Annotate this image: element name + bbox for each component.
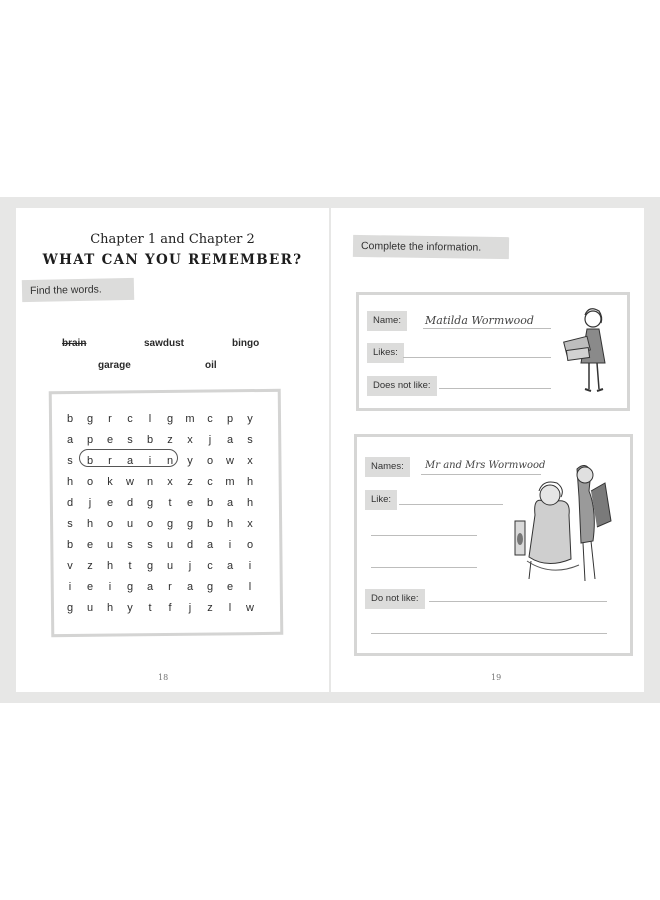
grid-letter[interactable]: j [208, 434, 212, 446]
left-page [16, 208, 329, 692]
grid-letter[interactable]: i [108, 581, 112, 593]
grid-row [60, 535, 260, 556]
grid-letter[interactable]: i [248, 560, 252, 572]
word-sawdust: sawdust [144, 338, 185, 349]
grid-letter[interactable]: z [87, 560, 93, 572]
grid-letter[interactable]: j [88, 497, 92, 509]
word-garage: garage [98, 360, 131, 371]
grid-letter[interactable]: u [166, 539, 174, 551]
grid-letter[interactable]: y [187, 455, 193, 467]
likes-field[interactable] [403, 357, 551, 358]
page-number: 19 [491, 673, 502, 682]
grid-letter[interactable]: s [147, 539, 153, 551]
grid-letter[interactable]: h [246, 497, 254, 509]
grid-letter[interactable]: e [106, 434, 114, 446]
word-oil: oil [205, 360, 217, 371]
grid-letter[interactable]: b [146, 434, 154, 446]
grid-letter[interactable]: o [206, 455, 214, 467]
grid-letter[interactable]: u [106, 539, 114, 551]
grid-letter[interactable]: w [246, 602, 254, 614]
grid-letter[interactable]: s [247, 434, 253, 446]
grid-letter[interactable]: j [188, 602, 192, 614]
name-line [423, 328, 551, 329]
grid-letter[interactable]: r [108, 413, 112, 425]
grid-letter[interactable]: o [86, 476, 94, 488]
dislike-label: Do not like: [365, 589, 425, 609]
grid-letter[interactable]: l [148, 413, 152, 425]
grid-letter[interactable]: a [146, 581, 154, 593]
grid-letter[interactable]: l [248, 581, 252, 593]
names-label: Names: [365, 457, 410, 477]
grid-letter[interactable]: w [226, 455, 234, 467]
page-number: 18 [158, 673, 169, 682]
right-page [331, 208, 644, 692]
grid-letter[interactable]: p [86, 434, 94, 446]
grid-letter[interactable]: h [66, 476, 74, 488]
grid-letter[interactable]: u [126, 518, 134, 530]
like-field-3[interactable] [371, 567, 477, 568]
grid-letter[interactable]: g [126, 581, 134, 593]
grid-letter[interactable]: s [67, 455, 73, 467]
grid-letter[interactable]: z [167, 434, 173, 446]
grid-letter[interactable]: r [108, 455, 112, 467]
grid-letter[interactable]: a [226, 497, 234, 509]
grid-letter[interactable]: c [207, 413, 213, 425]
grid-letter[interactable]: i [68, 581, 72, 593]
grid-letter[interactable]: z [207, 602, 213, 614]
grid-row [60, 556, 260, 577]
grid-row [60, 430, 260, 451]
grid-letter[interactable]: a [226, 560, 234, 572]
grid-letter[interactable]: t [128, 560, 132, 572]
instruction-find-words: Find the words. [22, 278, 134, 302]
grid-letter[interactable]: i [148, 455, 152, 467]
grid-letter[interactable]: s [127, 539, 133, 551]
matilda-illustration-icon [559, 303, 621, 403]
grid-letter[interactable]: i [228, 539, 232, 551]
grid-letter[interactable]: z [187, 476, 193, 488]
grid-letter[interactable]: d [66, 497, 74, 509]
page-heading: WHAT CAN YOU REMEMBER? [42, 252, 303, 268]
word-bingo: bingo [232, 338, 260, 349]
grid-letter[interactable]: t [168, 497, 172, 509]
grid-row [60, 514, 260, 535]
grid-letter[interactable]: g [86, 413, 94, 425]
grid-letter[interactable]: u [166, 560, 174, 572]
grid-letter[interactable]: r [168, 581, 172, 593]
name-label: Name: [367, 311, 407, 331]
grid-row [60, 472, 260, 493]
grid-letter[interactable]: g [206, 581, 214, 593]
chapter-title: Chapter 1 and Chapter 2 [90, 232, 255, 247]
grid-letter[interactable]: a [186, 581, 194, 593]
like-field-2[interactable] [371, 535, 477, 536]
grid-letter[interactable]: b [86, 455, 94, 467]
like-label: Like: [365, 490, 397, 510]
grid-letter[interactable]: c [127, 413, 133, 425]
grid-letter[interactable]: d [186, 539, 194, 551]
dislikes-label: Does not like: [367, 376, 437, 396]
grid-letter[interactable]: e [226, 581, 234, 593]
grid-letter[interactable]: g [166, 518, 174, 530]
wormwoods-illustration-icon [487, 461, 617, 583]
grid-row [60, 598, 260, 619]
grid-letter[interactable]: h [86, 518, 94, 530]
grid-letter[interactable]: x [247, 518, 253, 530]
grid-letter[interactable]: n [146, 476, 154, 488]
grid-letter[interactable]: g [186, 518, 194, 530]
grid-letter[interactable]: g [66, 602, 74, 614]
grid-letter[interactable]: a [126, 455, 134, 467]
book-spread [0, 197, 660, 703]
grid-letter[interactable]: b [206, 518, 214, 530]
grid-letter[interactable]: s [67, 518, 73, 530]
matilda-card [356, 292, 630, 411]
grid-row [60, 577, 260, 598]
grid-letter[interactable]: y [127, 602, 133, 614]
grid-letter[interactable]: e [106, 497, 114, 509]
grid-letter[interactable]: n [166, 455, 174, 467]
grid-letter[interactable]: e [186, 497, 194, 509]
wormwoods-card [354, 434, 633, 656]
grid-letter[interactable]: h [226, 518, 234, 530]
grid-letter[interactable]: a [226, 434, 234, 446]
grid-letter[interactable]: m [225, 476, 235, 488]
grid-letter[interactable]: f [168, 602, 172, 614]
grid-letter[interactable]: e [86, 581, 94, 593]
grid-letter[interactable]: h [106, 602, 114, 614]
grid-letter[interactable]: x [187, 434, 193, 446]
name-value: Matilda Wormwood [425, 314, 534, 327]
grid-letter[interactable]: p [226, 413, 234, 425]
grid-letter[interactable]: k [107, 476, 113, 488]
grid-letter[interactable]: b [66, 539, 74, 551]
grid-letter[interactable]: s [127, 434, 133, 446]
grid-letter[interactable]: g [146, 497, 154, 509]
grid-letter[interactable]: h [106, 560, 114, 572]
grid-letter[interactable]: g [166, 413, 174, 425]
grid-letter[interactable]: l [228, 602, 232, 614]
grid-letter[interactable]: b [66, 413, 74, 425]
grid-letter[interactable]: j [188, 560, 192, 572]
dislike-field-1[interactable] [429, 601, 607, 602]
grid-letter[interactable]: o [146, 518, 154, 530]
grid-letter[interactable]: a [66, 434, 74, 446]
grid-row [60, 493, 260, 514]
grid-letter[interactable]: x [247, 455, 253, 467]
grid-letter[interactable]: g [146, 560, 154, 572]
grid-letter[interactable]: u [86, 602, 94, 614]
grid-letter[interactable]: c [207, 476, 213, 488]
grid-letter[interactable]: t [148, 602, 152, 614]
grid-row [60, 451, 260, 472]
grid-letter[interactable]: o [246, 539, 254, 551]
grid-letter[interactable]: a [206, 539, 214, 551]
grid-letter[interactable]: x [167, 476, 173, 488]
grid-letter[interactable]: w [126, 476, 134, 488]
grid-letter[interactable]: o [106, 518, 114, 530]
dislike-field-2[interactable] [371, 633, 607, 634]
grid-row [60, 409, 260, 430]
grid-letter[interactable]: y [247, 413, 253, 425]
grid-letter[interactable]: d [126, 497, 134, 509]
word-brain: brain [62, 338, 87, 349]
wordsearch-grid [60, 409, 260, 619]
grid-letter[interactable]: h [246, 476, 254, 488]
grid-letter[interactable]: m [185, 413, 195, 425]
grid-letter[interactable]: c [207, 560, 213, 572]
dislikes-field[interactable] [439, 388, 551, 389]
grid-letter[interactable]: v [67, 560, 73, 572]
grid-letter[interactable]: b [206, 497, 214, 509]
names-value: Mr and Mrs Wormwood [425, 460, 546, 471]
likes-label: Likes: [367, 343, 404, 363]
instruction-complete: Complete the information. [353, 235, 509, 259]
grid-letter[interactable]: e [86, 539, 94, 551]
